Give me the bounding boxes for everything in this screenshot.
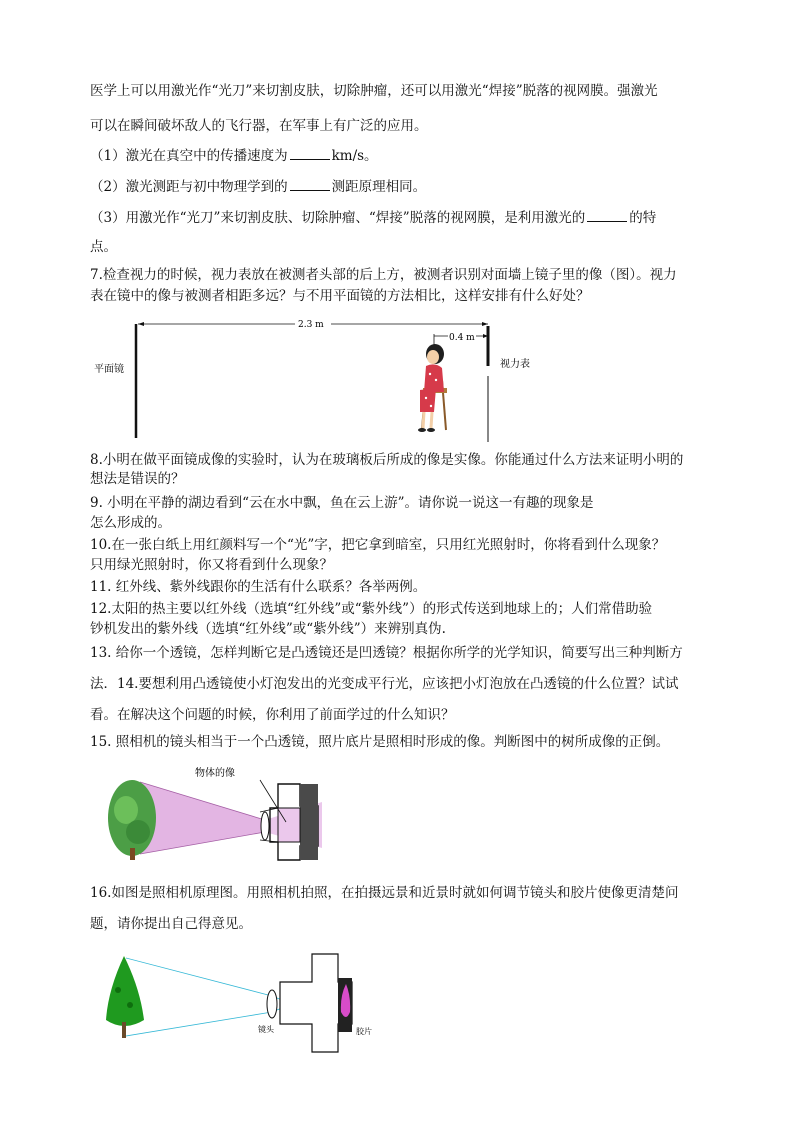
q13-line-3: 看。在解决这个问题的时候，你利用了前面学过的什么知识？ (90, 707, 455, 723)
q7-figure (90, 312, 530, 444)
camera-lens (267, 990, 277, 1018)
intro-line-1: 医学上可以用激光作“光刀”来切割皮肤，切除肿瘤，还可以用激光“焊接”脱落的视网膜。强激光 (90, 83, 658, 99)
q9-line-2: 怎么形成的。 (90, 515, 171, 531)
q7-line-1: 7.检查视力的时候，视力表放在被测者头部的后上方，被测者识别对面墙上镜子里的像（图）。视力 (90, 267, 677, 283)
film-label: 胶片 (356, 1027, 372, 1036)
q6-sub2-text: （2）激光测距与初中物理学到的 (90, 179, 288, 195)
q15-figure (100, 762, 340, 868)
answer-blank[interactable] (290, 178, 330, 191)
q9-line-1: 9. 小明在平静的湖边看到“云在水中飘，鱼在云上游”。请你说一说这一有趣的现象是 (90, 495, 594, 511)
q12-line-2: 钞机发出的紫外线（选填“红外线”或“紫外线”）来辨别真伪. (90, 621, 446, 637)
q8-line-1: 8.小明在做平面镜成像的实验时，认为在玻璃板后所成的像是实像。你能通过什么方法来证明小明的 (90, 452, 684, 468)
q6-sub3-tail: 的特 (629, 210, 657, 226)
ray-bottom (126, 1012, 272, 1036)
q10-line-2: 只用绿光照射时，你又将看到什么现象？ (90, 557, 333, 573)
image-label: 物体的像 (195, 768, 235, 779)
q6-sub1-unit: km/s。 (331, 148, 378, 164)
q8-line-2: 想法是错误的？ (90, 471, 185, 487)
distance-label-total: 2.3 m (298, 320, 324, 330)
q12-line-1: 12.太阳的热主要以红外线（选填“红外线”或“紫外线”）的形式传送到地球上的；人们常借助验 (90, 601, 653, 617)
q13-line-2: 法．14.要想利用凸透镜使小灯泡发出的光变成平行光，应该把小灯泡放在凸透镜的什么位置？试试 (90, 676, 679, 692)
camera-lens (261, 812, 269, 840)
mirror-label: 平面镜 (94, 364, 124, 375)
intro-line-2: 可以在瞬间破坏敌人的飞行器，在军事上有广泛的应用。 (90, 118, 428, 134)
q15-line-1: 15. 照相机的镜头相当于一个凸透镜，照片底片是照相时形成的像。判断图中的树所成像的正倒。 (90, 734, 670, 750)
answer-blank[interactable] (290, 147, 330, 160)
eye-chart-label: 视力表 (500, 359, 530, 370)
tree (106, 956, 144, 1038)
q7-line-2: 表在镜中的像与被测者相距多远？与不用平面镜的方法相比，这样安排有什么好处？ (90, 288, 590, 304)
q6-sub2-tail: 测距原理相同。 (331, 179, 427, 195)
camera-back (300, 784, 318, 860)
q6-sub2 (90, 178, 426, 196)
answer-blank[interactable] (587, 209, 627, 222)
lens-label: 镜头 (258, 1025, 274, 1034)
ray-top (126, 958, 272, 996)
q10-line-1: 10.在一张白纸上用红颜料写一个“光”字，把它拿到暗室，只用红光照射时，你将看到什么现象？ (90, 537, 666, 553)
q6-sub1 (90, 147, 378, 165)
q6-sub1-text: （1）激光在真空中的传播速度为 (90, 148, 288, 164)
q6-sub3 (90, 209, 656, 227)
girl-on-chair (418, 344, 447, 432)
q13-line-1: 13. 给你一个透镜，怎样判断它是凸透镜还是凹透镜？根据你所学的光学知识，简要写出三种判断方 (90, 645, 683, 661)
q6-sub3-line2: 点。 (90, 239, 117, 255)
q16-line-2: 题，请你提出自己得意见。 (90, 916, 252, 932)
q16-figure (100, 950, 380, 1060)
q11-line-1: 11. 红外线、紫外线跟你的生活有什么联系？各举两例。 (90, 579, 427, 595)
distance-label-small: 0.4 m (449, 333, 475, 343)
q16-line-1: 16.如图是照相机原理图。用照相机拍照，在拍摄远景和近景时就如何调节镜头和胶片使像更清楚问 (90, 885, 679, 901)
q6-sub3-text: （3）用激光作“光刀”来切割皮肤、切除肿瘤、“焊接”脱落的视网膜，是利用激光的 (90, 210, 586, 226)
